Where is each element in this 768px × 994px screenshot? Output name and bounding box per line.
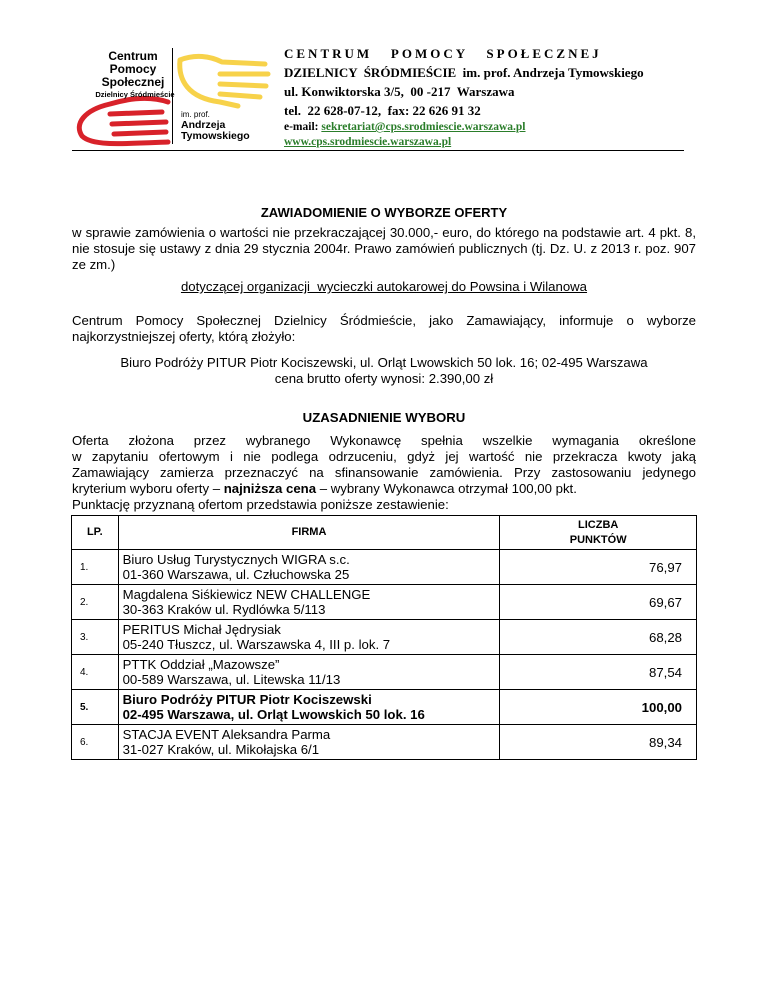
logo-text-line: Centrum xyxy=(108,49,158,63)
firm-name: PTTK Oddział „Mazowsze” xyxy=(122,657,280,672)
header-rule xyxy=(72,150,684,151)
firm-name: Biuro Usług Turystycznych WIGRA s.c. xyxy=(122,552,350,567)
header-points xyxy=(500,516,697,550)
row-firm xyxy=(118,585,500,620)
firm-name: STACJA EVENT Aleksandra Parma xyxy=(122,727,331,742)
firm-name: Biuro Podróży PITUR Piotr Kociszewski xyxy=(122,692,372,707)
logo-title xyxy=(95,50,171,89)
table-row-winner xyxy=(72,690,697,725)
firm-address: 30-363 Kraków ul. Rydlówka 5/113 xyxy=(122,602,326,617)
row-lp: 4. xyxy=(72,655,119,690)
justification-text: – wybrany Wykonawca otrzymał 100,00 pkt. xyxy=(316,481,577,496)
logo-text-line: Andrzeja xyxy=(181,119,226,131)
logo-text-line: Tymowskiego xyxy=(181,130,250,142)
website-link[interactable]: www.cps.srodmiescie.warszawa.pl xyxy=(284,136,452,148)
organization-name: CENTRUM POMOCY SPOŁECZNEJ xyxy=(284,46,602,61)
winner-block xyxy=(0,355,768,387)
row-firm xyxy=(118,725,500,760)
justification-criterion: najniższa cena xyxy=(223,481,317,496)
logo-text-line: Pomocy xyxy=(109,62,157,76)
header-lp: LP. xyxy=(72,516,119,550)
scores-table xyxy=(71,515,697,760)
logo-patron-prefix: im. prof. xyxy=(181,110,210,119)
email-label: e-mail: xyxy=(284,121,322,133)
justification-text: kryterium wyboru oferty – xyxy=(72,481,224,496)
row-lp: 2. xyxy=(72,585,119,620)
table-row xyxy=(72,550,697,585)
organization-email-line xyxy=(284,120,644,135)
header-points-line: LICZBA xyxy=(578,518,619,531)
row-points: 100,00 xyxy=(500,690,697,725)
row-points: 68,28 xyxy=(500,620,697,655)
row-points: 89,34 xyxy=(500,725,697,760)
organization-website-line xyxy=(284,135,644,150)
winner-name: Biuro Podróży PITUR Piotr Kociszewski, ul. Orląt Lwowskich 50 lok. 16; 02-495 Warszawa xyxy=(120,355,648,370)
row-firm xyxy=(118,655,500,690)
row-firm xyxy=(118,620,500,655)
table-row xyxy=(72,655,697,690)
organization-logo xyxy=(70,40,275,148)
justification-line xyxy=(72,481,696,497)
justification-line: w zapytaniu ofertowym i nie podlega odrzuceniu, gdyż jej wartość nie przekracza kwoty jaką xyxy=(72,449,696,464)
organization-header xyxy=(284,44,644,150)
row-firm xyxy=(118,690,500,725)
logo-text-line: Społecznej xyxy=(101,75,165,89)
email-link[interactable]: sekretariat@cps.srodmiescie.warszawa.pl xyxy=(321,121,526,133)
firm-address: 31-027 Kraków, ul. Mikołajska 6/1 xyxy=(122,742,320,757)
row-lp: 3. xyxy=(72,620,119,655)
justification-title: UZASADNIENIE WYBORU xyxy=(302,410,466,425)
row-points: 69,67 xyxy=(500,585,697,620)
document-title: ZAWIADOMIENIE O WYBORZE OFERTY xyxy=(260,205,508,220)
firm-name: Magdalena Siśkiewicz NEW CHALLENGE xyxy=(122,587,371,602)
firm-address: 02-495 Warszawa, ul. Orląt Lwowskich 50 lok. 16 xyxy=(122,707,425,722)
justification-line: Zamawiający zamierza przeznaczyć na sfinansowanie zamówienia. Przy zastosowaniu jedynego xyxy=(72,465,696,480)
subject-line: dotyczącej organizacji wycieczki autokarowej do Powsina i Wilanowa xyxy=(180,279,588,294)
justification-paragraph xyxy=(72,433,696,513)
row-lp: 5. xyxy=(72,690,119,725)
table-header-row xyxy=(72,516,697,550)
winner-price: cena brutto oferty wynosi: 2.390,00 zł xyxy=(274,371,494,386)
firm-address: 01-360 Warszawa, ul. Człuchowska 25 xyxy=(122,567,350,582)
table-row xyxy=(72,725,697,760)
firm-address: 05-240 Tłuszcz, ul. Warszawska 4, III p. lok. 7 xyxy=(122,637,391,652)
row-points: 87,54 xyxy=(500,655,697,690)
row-points: 76,97 xyxy=(500,550,697,585)
justification-line: Punktację przyznaną ofertom przedstawia poniższe zestawienie: xyxy=(72,497,449,512)
firm-name: PERITUS Michał Jędrysiak xyxy=(122,622,281,637)
header-firm: FIRMA xyxy=(118,516,500,550)
logo-patron-name xyxy=(181,120,250,142)
table-row xyxy=(72,620,697,655)
organization-district: DZIELNICY ŚRÓDMIEŚCIE im. prof. Andrzeja Tymowskiego xyxy=(284,65,644,80)
red-hand-icon xyxy=(79,98,168,143)
justification-line: Oferta złożona przez wybranego Wykonawcę spełnia wszelkie wymagania określone xyxy=(72,433,696,448)
header-points-line: PUNKTÓW xyxy=(569,533,627,546)
row-lp: 1. xyxy=(72,550,119,585)
firm-address: 00-589 Warszawa, ul. Litewska 11/13 xyxy=(122,672,341,687)
organization-address: ul. Konwiktorska 3/5, 00 -217 Warszawa xyxy=(284,84,515,99)
row-lp: 6. xyxy=(72,725,119,760)
table-row xyxy=(72,585,697,620)
intro-paragraph: w sprawie zamówienia o wartości nie przekraczającej 30.000,- euro, do którego na podstawie art. 4 pkt. 8, nie stosuje się ustawy z dnia 29 stycznia 2004r. Prawo zamówień publicznych (tj. Dz. U. z 2013 r. poz. 907 ze zm.) xyxy=(72,225,696,272)
organization-phone: tel. 22 628-07-12, fax: 22 626 91 32 xyxy=(284,103,481,118)
logo-subtitle: Dzielnicy Śródmieście xyxy=(95,90,175,99)
announcement-paragraph: Centrum Pomocy Społecznej Dzielnicy Śródmieście, jako Zamawiający, informuje o wyborze najkorzystniejszej oferty, którą złożyło: xyxy=(72,313,696,344)
row-firm xyxy=(118,550,500,585)
